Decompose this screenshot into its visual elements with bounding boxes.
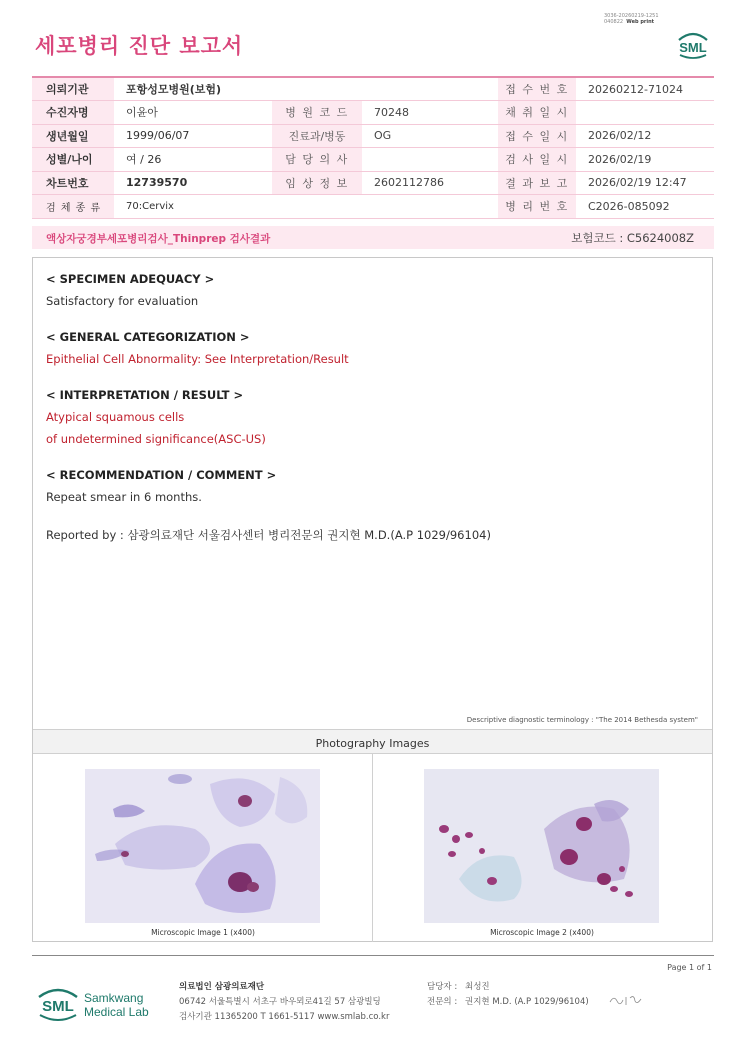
result-box xyxy=(32,257,713,942)
chart-no-label: 차트번호 xyxy=(32,171,114,195)
table-row xyxy=(32,124,714,148)
table-row xyxy=(32,101,714,125)
terminology-note: Descriptive diagnostic terminology : "The 2014 Bethesda system" xyxy=(466,716,698,724)
reported-by: Reported by : 삼광의료재단 서울검사센터 병리전문의 권지현 M.D.(A.P 1029/96104) xyxy=(46,528,491,542)
contact-line: 검사기관 11365200 T 1661-5117 www.smlab.co.kr xyxy=(179,1012,390,1022)
clinical-info-value: 2602112786 xyxy=(362,171,498,195)
report-date-label: 결 과 보 고 xyxy=(498,171,576,195)
hospital-code-label: 병 원 코 드 xyxy=(272,101,362,125)
adequacy-text: Satisfactory for evaluation xyxy=(46,294,199,308)
image-1-caption: Microscopic Image 1 (x400) xyxy=(151,928,255,937)
svg-text:SML: SML xyxy=(679,40,707,55)
image-2-caption: Microscopic Image 2 (x400) xyxy=(490,928,594,937)
exam-date-label: 검 사 일 시 xyxy=(498,148,576,172)
org-name: 의료법인 삼광의료재단 xyxy=(179,982,265,992)
microscopic-image-1 xyxy=(85,769,320,923)
address-line: 06742 서울특별시 서초구 바우뫼로41길 57 삼광빌딩 xyxy=(179,997,381,1007)
photo-divider xyxy=(372,754,373,942)
collect-date-label: 채 취 일 시 xyxy=(498,101,576,125)
svg-text:Samkwang: Samkwang xyxy=(84,991,144,1005)
page-number: Page 1 of 1 xyxy=(667,963,712,972)
footer-divider xyxy=(32,955,714,956)
chart-no-value: 12739570 xyxy=(114,171,272,195)
photo-section-header xyxy=(33,729,712,754)
print-id: 3036-20260219-1251 040822 Web print xyxy=(604,13,659,25)
category-text: Epithelial Cell Abnormality: See Interpretation/Result xyxy=(46,352,349,366)
exam-title-bar xyxy=(32,226,714,249)
svg-text:Medical Lab: Medical Lab xyxy=(84,1005,149,1019)
table-row xyxy=(32,77,714,101)
interpretation-line-1: Atypical squamous cells xyxy=(46,410,185,424)
insurance-code: 보험코드 : C5624008Z xyxy=(571,231,694,245)
doctor-value xyxy=(362,148,498,172)
staff-info xyxy=(427,980,589,1010)
patient-info-table xyxy=(32,76,714,219)
interpretation-heading: < INTERPRETATION / RESULT > xyxy=(46,388,244,402)
receipt-date-label: 접 수 일 시 xyxy=(498,124,576,148)
department-value: OG xyxy=(362,124,498,148)
receipt-no-value: 20260212-71024 xyxy=(576,77,714,101)
svg-text:SML: SML xyxy=(42,998,74,1015)
signature xyxy=(608,992,648,1010)
staff-name: 최성진 xyxy=(465,982,490,992)
recommendation-heading: < RECOMMENDATION / COMMENT > xyxy=(46,468,277,482)
specialist-label: 전문의 : xyxy=(427,997,458,1007)
hospital-code-value: 70248 xyxy=(362,101,498,125)
specimen-type-label: 검 체 종 류 xyxy=(32,195,114,219)
recommendation-text: Repeat smear in 6 months. xyxy=(46,490,202,504)
department-label: 진료과/병동 xyxy=(272,124,362,148)
receipt-date-value: 2026/02/12 xyxy=(576,124,714,148)
receipt-no-label: 접 수 번 호 xyxy=(498,77,576,101)
table-row xyxy=(32,148,714,172)
report-title: 세포병리 진단 보고서 xyxy=(35,34,244,58)
doctor-label: 담 당 의 사 xyxy=(272,148,362,172)
dob-label: 생년월일 xyxy=(32,124,114,148)
org-address xyxy=(179,995,389,1025)
collect-date-value xyxy=(576,101,714,125)
sml-logo xyxy=(674,26,712,60)
clinical-info-label: 임 상 정 보 xyxy=(272,171,362,195)
microscopic-image-2 xyxy=(424,769,659,923)
table-row xyxy=(32,195,714,219)
table-row xyxy=(32,171,714,195)
sex-age-label: 성별/나이 xyxy=(32,148,114,172)
photo-section-title: Photography Images xyxy=(315,737,430,750)
patient-name-value: 이윤아 xyxy=(114,101,272,125)
request-org-value: 포항성모병원(보험) xyxy=(114,77,498,101)
interpretation-line-2: of undetermined significance(ASC-US) xyxy=(46,432,266,446)
patient-name-label: 수진자명 xyxy=(32,101,114,125)
dob-value: 1999/06/07 xyxy=(114,124,272,148)
category-heading: < GENERAL CATEGORIZATION > xyxy=(46,330,250,344)
staff-label: 담당자 : xyxy=(427,982,458,992)
specialist-name: 권지현 M.D. (A.P 1029/96104) xyxy=(465,997,589,1007)
exam-date-value: 2026/02/19 xyxy=(576,148,714,172)
pathology-no-label: 병 리 번 호 xyxy=(498,195,576,219)
report-date-value: 2026/02/19 12:47 xyxy=(576,171,714,195)
specimen-type-value: 70:Cervix xyxy=(114,195,498,219)
pathology-no-value: C2026-085092 xyxy=(576,195,714,219)
exam-title: 액상자궁경부세포병리검사_Thinprep 검사결과 xyxy=(46,233,271,245)
samkwang-logo xyxy=(37,985,157,1029)
result-content xyxy=(46,268,696,546)
sex-age-value: 여 / 26 xyxy=(114,148,272,172)
request-org-label: 의뢰기관 xyxy=(32,77,114,101)
adequacy-heading: < SPECIMEN ADEQUACY > xyxy=(46,272,215,286)
